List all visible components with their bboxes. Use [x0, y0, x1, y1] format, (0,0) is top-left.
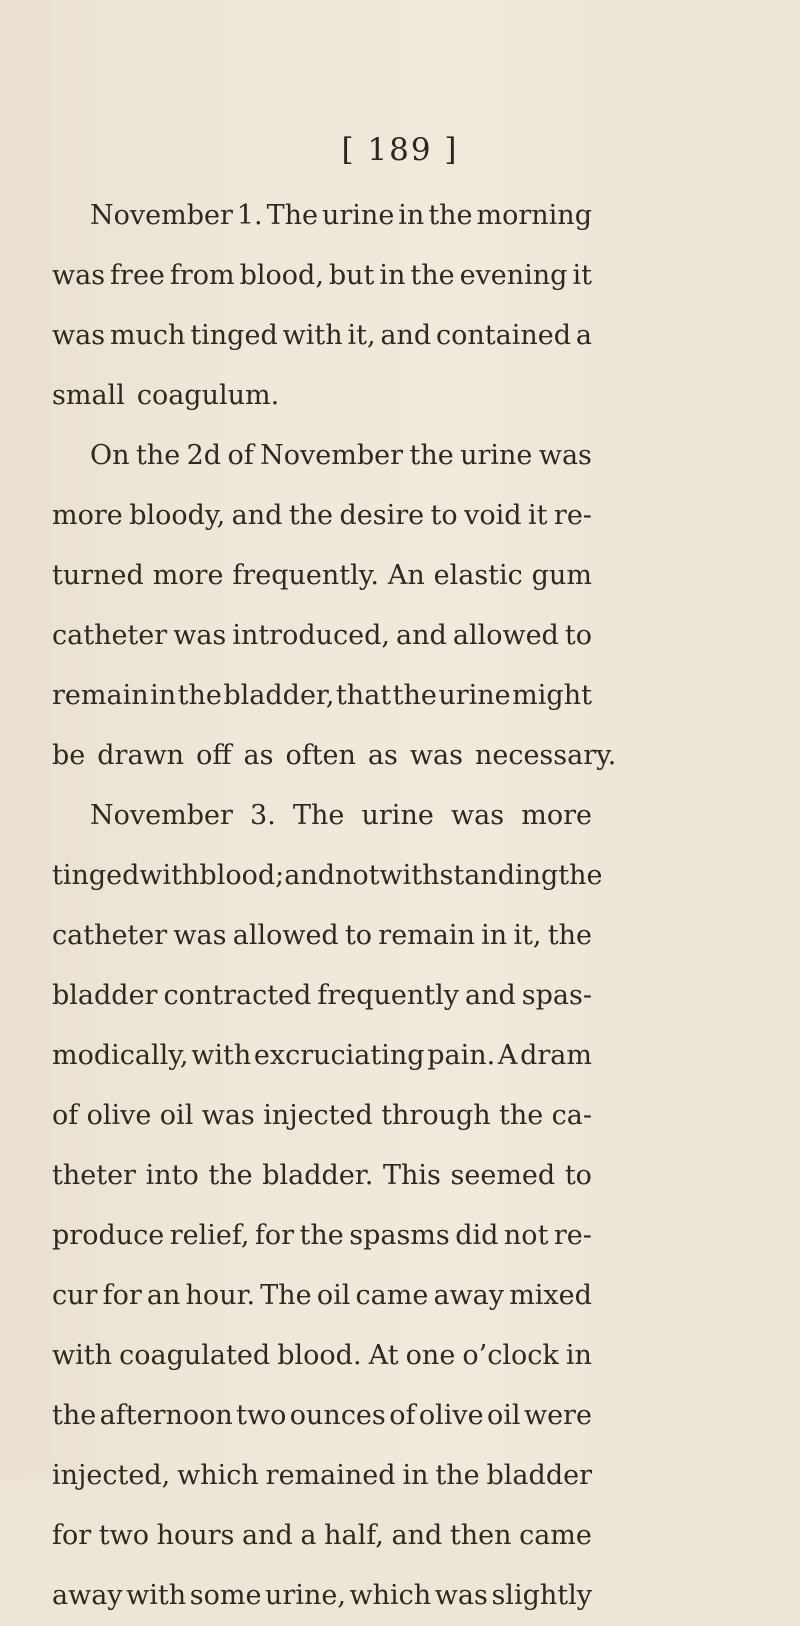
word: for	[102, 1280, 142, 1311]
word: hours	[156, 1520, 235, 1551]
word: pain.	[427, 1040, 496, 1071]
word: then	[449, 1520, 512, 1551]
word: and	[380, 320, 432, 351]
word: that	[335, 680, 392, 711]
word: catheter	[52, 920, 168, 951]
word: theter	[52, 1160, 136, 1191]
word: November	[90, 200, 233, 231]
word: which	[349, 1580, 432, 1611]
text-line	[52, 306, 592, 366]
text-line	[52, 666, 592, 726]
word: was	[409, 740, 463, 771]
word: oil	[159, 1100, 194, 1131]
word: the	[428, 200, 473, 231]
word: came	[355, 1280, 429, 1311]
text-line	[52, 1266, 592, 1326]
word: bladder,	[223, 680, 335, 711]
word: were	[523, 1400, 592, 1431]
word: The	[260, 1280, 312, 1311]
word: urine	[460, 440, 533, 471]
word: was	[173, 620, 227, 651]
word: did	[455, 1220, 499, 1251]
word: might	[512, 680, 592, 711]
text-line	[52, 1566, 592, 1626]
word: 2d	[186, 440, 222, 471]
word: and	[231, 500, 283, 531]
word: was	[173, 920, 227, 951]
word: free	[110, 260, 165, 291]
word: to	[344, 920, 373, 951]
text-line	[52, 1206, 592, 1266]
word: blood.	[277, 1340, 362, 1371]
word: cur	[52, 1280, 98, 1311]
word: half,	[324, 1520, 384, 1551]
word: was	[538, 440, 592, 471]
word: the	[208, 1160, 253, 1191]
word: of	[227, 440, 254, 471]
word: contained	[436, 320, 572, 351]
text-line	[52, 1506, 592, 1566]
word: away	[52, 1580, 123, 1611]
word: blood;	[199, 860, 285, 891]
word: in	[150, 680, 177, 711]
word: a	[575, 320, 592, 351]
word: The	[292, 800, 345, 831]
text-line	[52, 906, 592, 966]
word: tinged	[52, 860, 140, 891]
text-line	[52, 1086, 592, 1146]
word: olive	[418, 1400, 484, 1431]
word: was	[450, 800, 505, 831]
word: contracted	[163, 980, 312, 1011]
word: November	[260, 440, 404, 471]
word: one	[405, 1340, 456, 1371]
word: more	[52, 500, 123, 531]
body-text	[52, 186, 617, 1626]
word: with	[282, 320, 343, 351]
text-line	[52, 426, 592, 486]
word: drawn	[97, 740, 185, 771]
word: to	[430, 500, 458, 531]
text-line	[52, 366, 592, 426]
word: 1.	[236, 200, 263, 231]
word: urine	[361, 800, 434, 831]
text-line	[52, 1386, 592, 1446]
word: away	[433, 1280, 505, 1311]
word: the	[435, 1460, 480, 1491]
word: An	[387, 560, 425, 591]
text-line	[52, 186, 592, 246]
word: with	[139, 860, 200, 891]
word: On	[90, 440, 130, 471]
word: was	[201, 1100, 255, 1131]
word: olive	[86, 1100, 152, 1131]
word: remain	[52, 680, 149, 711]
word: not	[503, 1220, 549, 1251]
word: of	[389, 1400, 416, 1431]
word: in	[398, 200, 425, 231]
word: the	[409, 440, 454, 471]
word: from	[169, 260, 235, 291]
word: with	[191, 1040, 252, 1071]
word: modically,	[52, 1040, 189, 1071]
word: slightly	[491, 1580, 592, 1611]
word: oil	[487, 1400, 521, 1431]
word: the	[177, 680, 222, 711]
word: was	[52, 320, 106, 351]
word: mixed	[509, 1280, 592, 1311]
word: frequently.	[232, 560, 379, 591]
word: The	[266, 200, 319, 231]
word: was	[52, 260, 106, 291]
word: into	[145, 1160, 199, 1191]
word: came	[519, 1520, 592, 1551]
word: catheter	[52, 620, 168, 651]
word: tinged	[190, 320, 278, 351]
word: for	[52, 1520, 92, 1551]
page-number: [ 189 ]	[341, 132, 459, 168]
word: At	[368, 1340, 399, 1371]
word: with	[126, 1580, 187, 1611]
word: a	[300, 1520, 317, 1551]
word: excruciating	[253, 1040, 425, 1071]
word: November	[90, 800, 233, 831]
word: more	[152, 560, 224, 591]
word: afternoon	[99, 1400, 233, 1431]
word: urine	[322, 200, 395, 231]
word: turned	[52, 560, 144, 591]
word: in	[481, 920, 508, 951]
word: void	[464, 500, 522, 531]
text-line	[52, 1026, 592, 1086]
word: in	[565, 1340, 592, 1371]
word: the	[299, 1220, 344, 1251]
word: This	[382, 1160, 441, 1191]
word: be	[52, 740, 86, 771]
word: small	[52, 380, 125, 411]
word: and	[465, 980, 516, 1011]
word: it	[572, 260, 592, 291]
text-line	[52, 606, 592, 666]
word: ounces	[289, 1400, 386, 1431]
word: remained	[265, 1460, 396, 1491]
word: 3.	[250, 800, 276, 831]
word: and	[391, 1520, 443, 1551]
word: seemed	[450, 1160, 556, 1191]
word: injected,	[52, 1460, 171, 1491]
word: to	[564, 620, 592, 651]
text-line	[52, 1146, 592, 1206]
word: frequently	[317, 980, 459, 1011]
word: the	[499, 1100, 544, 1131]
word: it,	[347, 320, 376, 351]
word: relief,	[169, 1220, 250, 1251]
word: elastic	[433, 560, 523, 591]
word: hour.	[185, 1280, 256, 1311]
word: gum	[531, 560, 592, 591]
word: as	[243, 740, 274, 771]
word: much	[109, 320, 186, 351]
word: re-	[553, 1220, 592, 1251]
word: allowed	[232, 920, 339, 951]
word: coagulum.	[136, 380, 280, 411]
word: to	[564, 1160, 592, 1191]
word: blood,	[239, 260, 324, 291]
word: the	[410, 260, 455, 291]
word: A	[497, 1040, 518, 1071]
word: ca-	[551, 1100, 592, 1131]
word: off	[196, 740, 232, 771]
word: desire	[339, 500, 425, 531]
text-line	[52, 1446, 592, 1506]
word: as	[367, 740, 398, 771]
text-line	[52, 546, 592, 606]
word: the	[135, 440, 181, 471]
word: remain	[378, 920, 475, 951]
word: but	[328, 260, 375, 291]
word: an	[146, 1280, 181, 1311]
word: it,	[513, 920, 542, 951]
word: through	[381, 1100, 491, 1131]
word: coagulated	[119, 1340, 271, 1371]
word: bladder.	[262, 1160, 374, 1191]
word: re-	[553, 500, 592, 531]
word: injected	[263, 1100, 373, 1131]
text-line	[52, 846, 603, 906]
word: of	[52, 1100, 79, 1131]
word: bloody,	[129, 500, 226, 531]
word: o’clock	[462, 1340, 559, 1371]
word: oil	[316, 1280, 351, 1311]
word: some	[189, 1580, 262, 1611]
word: bladder	[486, 1460, 592, 1491]
word: was	[434, 1580, 488, 1611]
word: urine,	[265, 1580, 346, 1611]
text-line	[52, 486, 592, 546]
word: in	[402, 1460, 429, 1491]
word: dram	[520, 1040, 592, 1071]
word: with	[52, 1340, 112, 1371]
word: bladder	[52, 980, 158, 1011]
text-line	[52, 1326, 592, 1386]
word: introduced,	[232, 620, 390, 651]
word: the	[288, 500, 334, 531]
word: in	[379, 260, 406, 291]
word: and	[284, 860, 336, 891]
word: which	[177, 1460, 259, 1491]
word: two	[236, 1400, 287, 1431]
word: morning	[476, 200, 592, 231]
word: it	[527, 500, 548, 531]
word: the	[547, 920, 592, 951]
word: two	[98, 1520, 149, 1551]
word: for	[254, 1220, 295, 1251]
word: the	[52, 1400, 97, 1431]
word: and	[242, 1520, 293, 1551]
text-line	[52, 786, 592, 846]
word: often	[285, 740, 356, 771]
word: spas-	[521, 980, 592, 1011]
text-line	[52, 246, 592, 306]
word: produce	[52, 1220, 165, 1251]
word: notwithstanding	[335, 860, 559, 891]
word: more	[521, 800, 592, 831]
text-line	[52, 966, 592, 1026]
word: the	[392, 680, 437, 711]
word: and	[396, 620, 447, 651]
word: spasms	[349, 1220, 450, 1251]
word: necessary.	[474, 740, 617, 771]
word: evening	[459, 260, 568, 291]
text-line	[52, 726, 617, 786]
word: the	[558, 860, 603, 891]
word: allowed	[452, 620, 559, 651]
word: urine	[438, 680, 511, 711]
